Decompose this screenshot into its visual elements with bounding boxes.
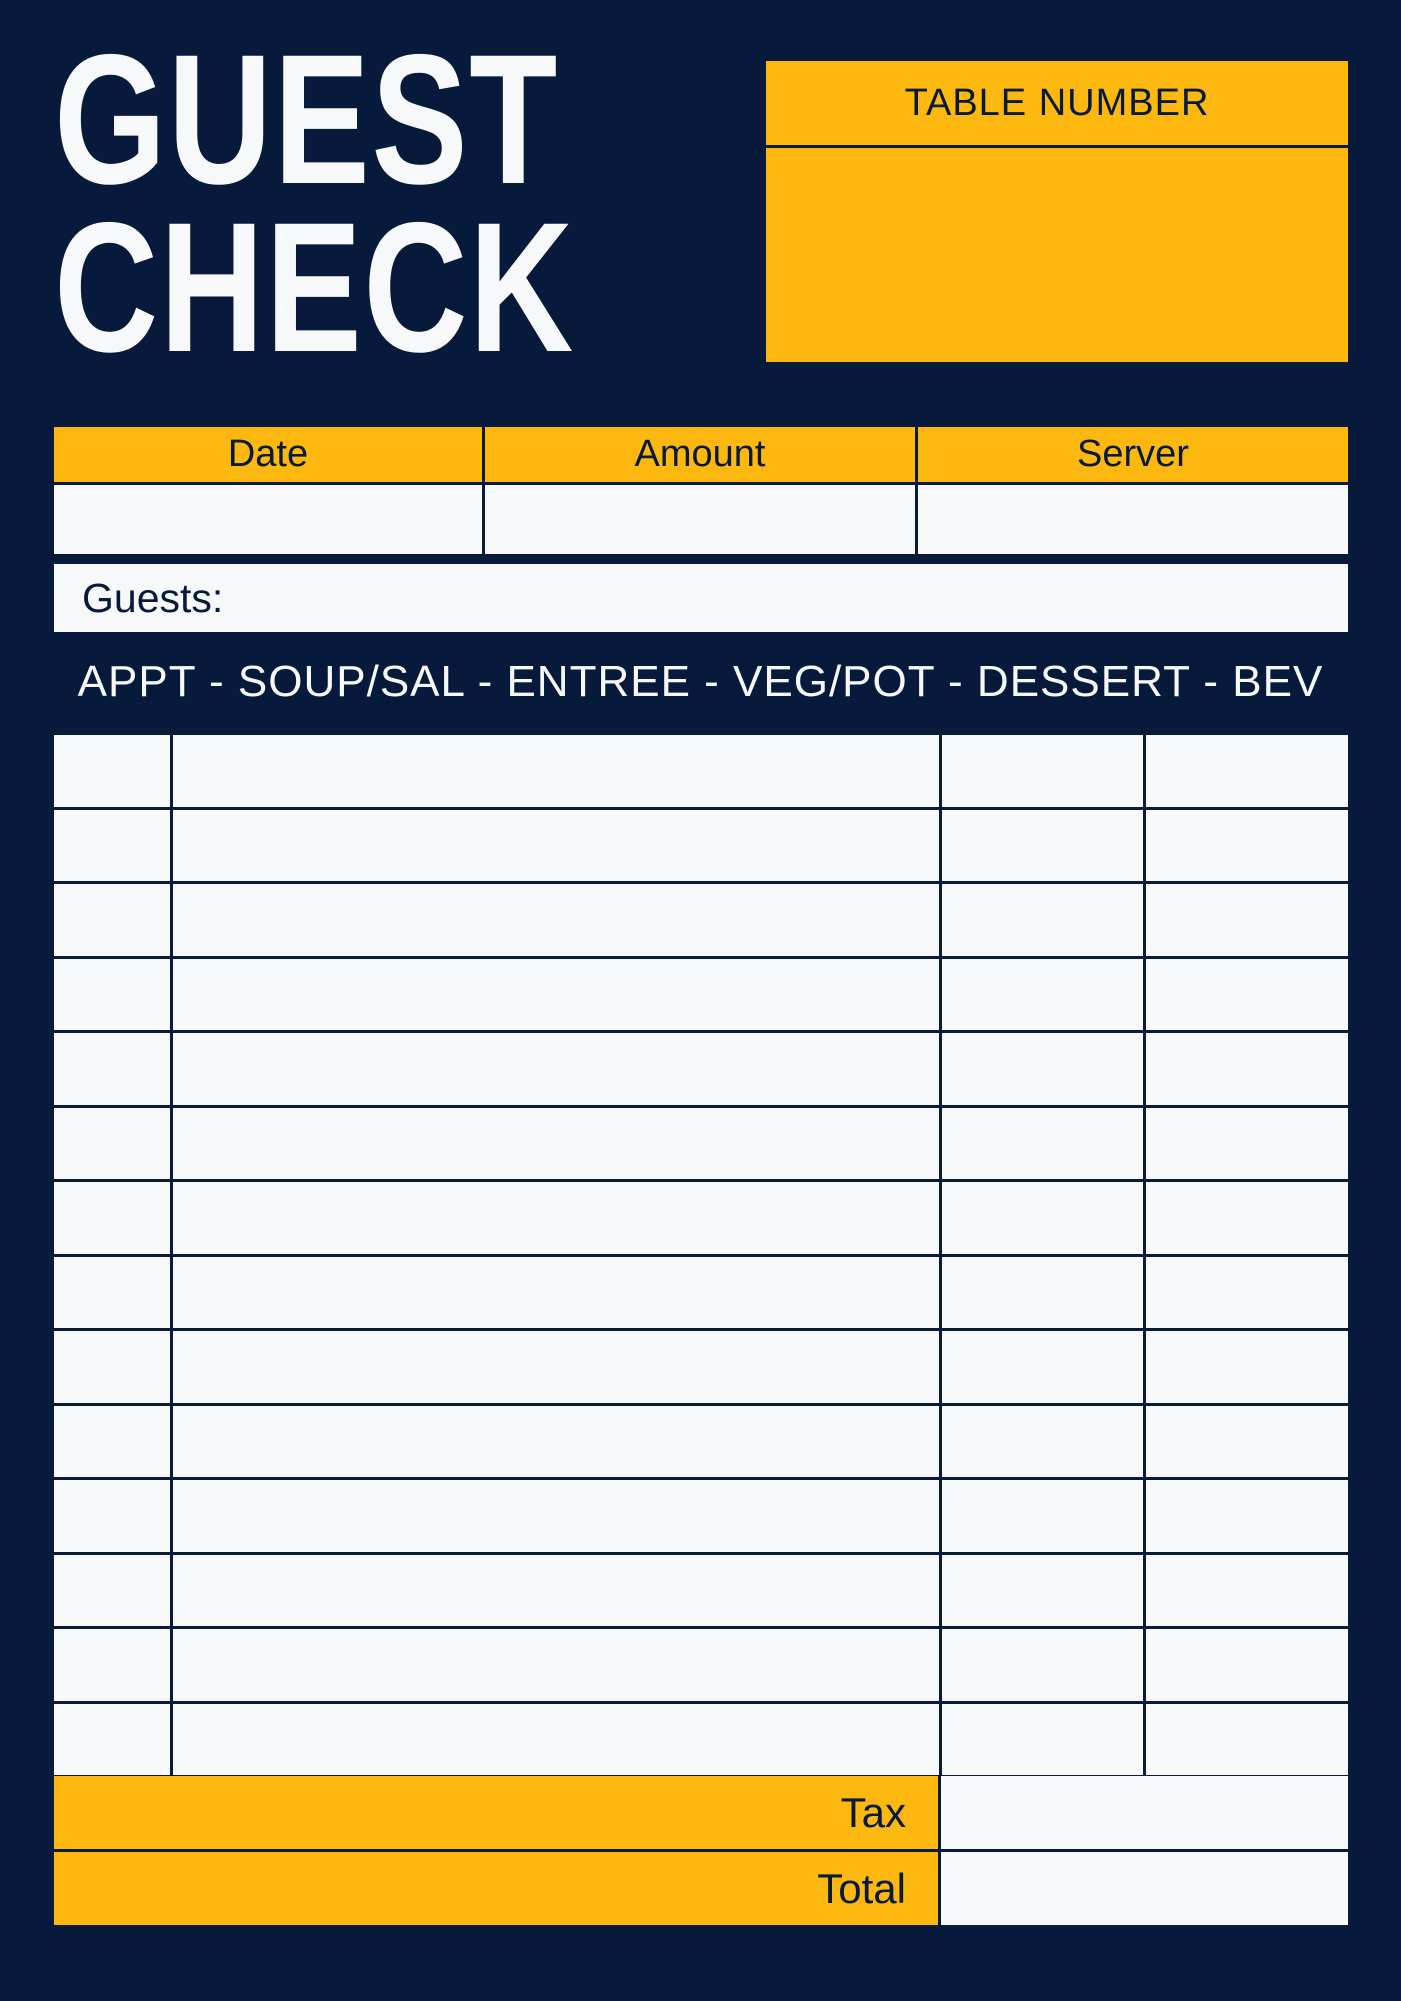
order-row-12-price-cell[interactable] bbox=[942, 1555, 1143, 1627]
order-row-6-item-cell[interactable] bbox=[173, 1108, 940, 1180]
order-row-9-item-cell[interactable] bbox=[173, 1331, 940, 1403]
table-number-box bbox=[766, 61, 1348, 362]
order-table bbox=[54, 735, 1348, 1776]
table-number-label: TABLE NUMBER bbox=[766, 61, 1348, 148]
guests-label: Guests: bbox=[82, 574, 224, 621]
server-entry-cell[interactable] bbox=[918, 485, 1348, 554]
course-legend: APPT - SOUP/SAL - ENTREE - VEG/POT - DESSERT - BEV bbox=[77, 657, 1324, 706]
header-server: Server bbox=[918, 427, 1348, 482]
order-row-1-amount-cell[interactable] bbox=[1146, 735, 1349, 807]
order-row-4-price-cell[interactable] bbox=[942, 959, 1143, 1031]
order-row-11-amount-cell[interactable] bbox=[1146, 1480, 1349, 1552]
order-row-4-amount-cell[interactable] bbox=[1146, 959, 1349, 1031]
order-row-9-qty-cell[interactable] bbox=[54, 1331, 170, 1403]
order-row-13-qty-cell[interactable] bbox=[54, 1629, 170, 1701]
info-table bbox=[54, 427, 1348, 554]
order-row-1-item-cell[interactable] bbox=[173, 735, 940, 807]
order-row-1-price-cell[interactable] bbox=[942, 735, 1143, 807]
order-row-7-item-cell[interactable] bbox=[173, 1182, 940, 1254]
order-row-5-qty-cell[interactable] bbox=[54, 1033, 170, 1105]
order-row-13-item-cell[interactable] bbox=[173, 1629, 940, 1701]
order-row-11-qty-cell[interactable] bbox=[54, 1480, 170, 1552]
order-row-12-qty-cell[interactable] bbox=[54, 1555, 170, 1627]
order-row-9-price-cell[interactable] bbox=[942, 1331, 1143, 1403]
order-row-3-item-cell[interactable] bbox=[173, 884, 940, 956]
guests-entry-row[interactable] bbox=[54, 564, 1348, 632]
order-row-2-qty-cell[interactable] bbox=[54, 810, 170, 882]
header-date: Date bbox=[54, 427, 482, 482]
date-entry-cell[interactable] bbox=[54, 485, 482, 554]
order-row-8-price-cell[interactable] bbox=[942, 1257, 1143, 1329]
order-row-11-price-cell[interactable] bbox=[942, 1480, 1143, 1552]
tax-row bbox=[54, 1776, 938, 1849]
header-amount: Amount bbox=[485, 427, 915, 482]
guest-check-title-line1: GUEST bbox=[54, 17, 559, 223]
order-row-3-price-cell[interactable] bbox=[942, 884, 1143, 956]
order-row-1-qty-cell[interactable] bbox=[54, 735, 170, 807]
guest-check-title-line2: CHECK bbox=[54, 185, 575, 391]
order-row-10-price-cell[interactable] bbox=[942, 1406, 1143, 1478]
order-row-5-amount-cell[interactable] bbox=[1146, 1033, 1349, 1105]
order-row-6-qty-cell[interactable] bbox=[54, 1108, 170, 1180]
order-row-2-item-cell[interactable] bbox=[173, 810, 940, 882]
order-row-2-price-cell[interactable] bbox=[942, 810, 1143, 882]
order-row-14-qty-cell[interactable] bbox=[54, 1704, 170, 1776]
tax-value-cell[interactable] bbox=[941, 1776, 1348, 1849]
order-row-11-item-cell[interactable] bbox=[173, 1480, 940, 1552]
order-row-13-amount-cell[interactable] bbox=[1146, 1629, 1349, 1701]
order-row-14-price-cell[interactable] bbox=[942, 1704, 1143, 1776]
order-row-7-amount-cell[interactable] bbox=[1146, 1182, 1349, 1254]
order-row-7-qty-cell[interactable] bbox=[54, 1182, 170, 1254]
order-row-6-amount-cell[interactable] bbox=[1146, 1108, 1349, 1180]
order-row-8-qty-cell[interactable] bbox=[54, 1257, 170, 1329]
amount-entry-cell[interactable] bbox=[485, 485, 915, 554]
total-row bbox=[54, 1852, 938, 1925]
order-row-12-item-cell[interactable] bbox=[173, 1555, 940, 1627]
table-number-entry-area[interactable] bbox=[766, 148, 1348, 362]
order-row-3-amount-cell[interactable] bbox=[1146, 884, 1349, 956]
order-row-10-item-cell[interactable] bbox=[173, 1406, 940, 1478]
order-row-4-qty-cell[interactable] bbox=[54, 959, 170, 1031]
order-row-8-item-cell[interactable] bbox=[173, 1257, 940, 1329]
order-row-12-amount-cell[interactable] bbox=[1146, 1555, 1349, 1627]
total-value-cell[interactable] bbox=[941, 1852, 1348, 1925]
order-row-9-amount-cell[interactable] bbox=[1146, 1331, 1349, 1403]
order-row-5-item-cell[interactable] bbox=[173, 1033, 940, 1105]
order-row-4-item-cell[interactable] bbox=[173, 959, 940, 1031]
order-row-14-item-cell[interactable] bbox=[173, 1704, 940, 1776]
order-row-7-price-cell[interactable] bbox=[942, 1182, 1143, 1254]
total-label: Total bbox=[817, 1864, 906, 1912]
order-row-2-amount-cell[interactable] bbox=[1146, 810, 1349, 882]
order-row-14-amount-cell[interactable] bbox=[1146, 1704, 1349, 1776]
order-row-13-price-cell[interactable] bbox=[942, 1629, 1143, 1701]
order-row-5-price-cell[interactable] bbox=[942, 1033, 1143, 1105]
order-row-3-qty-cell[interactable] bbox=[54, 884, 170, 956]
order-row-10-amount-cell[interactable] bbox=[1146, 1406, 1349, 1478]
order-row-8-amount-cell[interactable] bbox=[1146, 1257, 1349, 1329]
tax-label: Tax bbox=[840, 1788, 906, 1836]
order-row-6-price-cell[interactable] bbox=[942, 1108, 1143, 1180]
order-row-10-qty-cell[interactable] bbox=[54, 1406, 170, 1478]
